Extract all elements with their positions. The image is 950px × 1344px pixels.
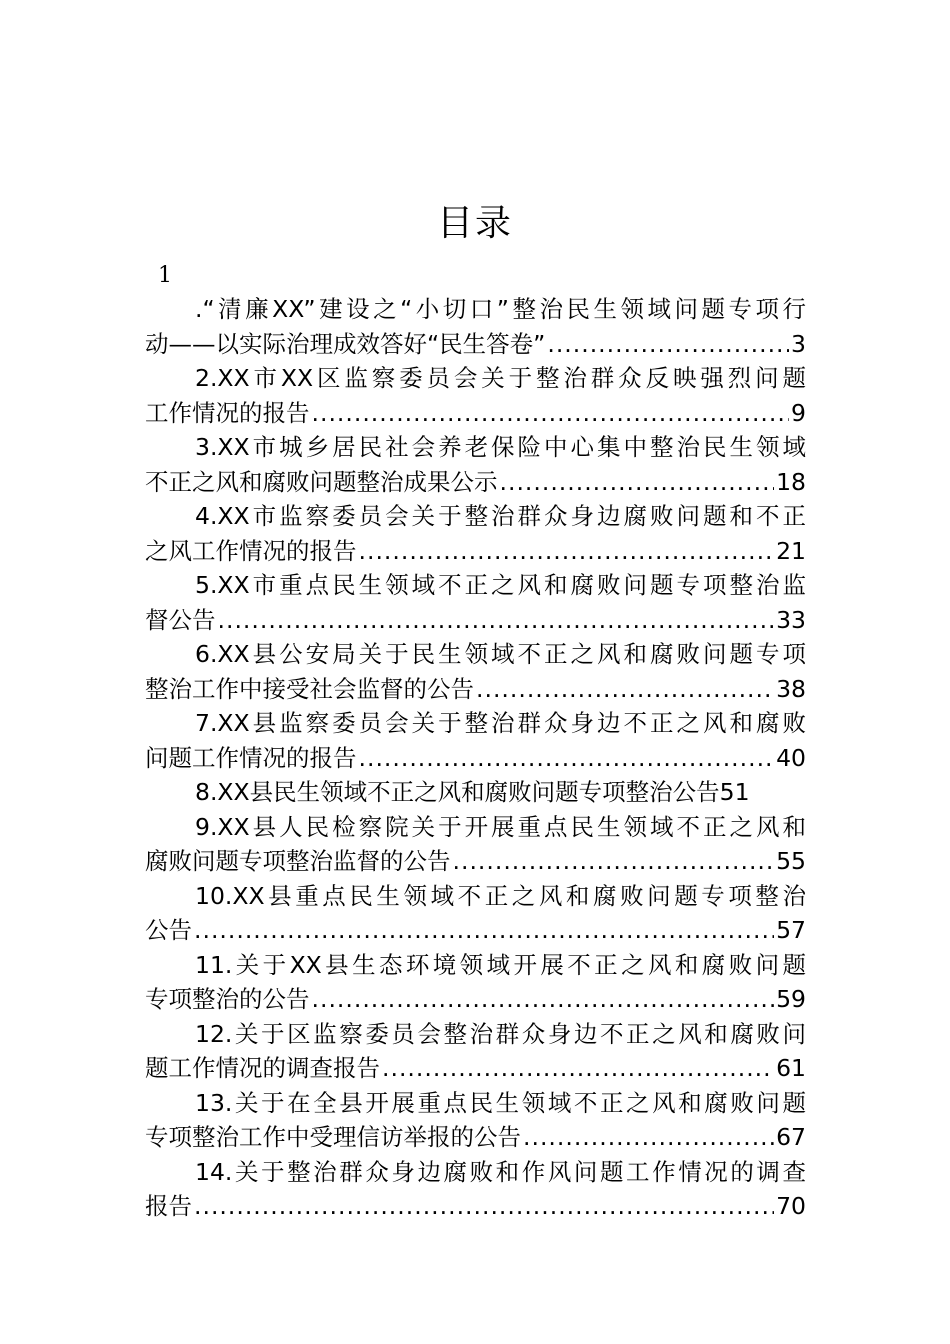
- toc-page-number: 70: [776, 1192, 806, 1220]
- toc-entry-line1: 9.XX县人民检察院关于开展重点民生领域不正之风和: [195, 812, 806, 841]
- toc-entry-single-line: 8.XX县民生领域不正之风和腐败问题专项整治公告51: [195, 778, 750, 806]
- leader-dots: [547, 327, 789, 362]
- toc-page-number: 18: [776, 467, 806, 496]
- toc-entry-line1: 2.XX市XX区监察委员会关于整治群众反映强烈问题: [195, 364, 806, 392]
- toc-entry-line2: 督公告: [145, 605, 216, 634]
- toc-entry-line2: 专项整治的公告: [145, 985, 310, 1013]
- stray-number: 1: [158, 263, 172, 288]
- toc-page-number: 21: [776, 536, 806, 565]
- toc-entry-10[interactable]: [145, 879, 806, 948]
- leader-dots: [218, 603, 775, 638]
- toc-entry-line1: 14.关于整治群众身边腐败和作风问题工作情况的调查: [195, 1157, 806, 1186]
- toc-entry-line2: 专项整治工作中受理信访举报的公告: [145, 1123, 521, 1151]
- toc-entry-5[interactable]: [145, 568, 806, 637]
- toc-entry-9[interactable]: [145, 810, 806, 879]
- toc-page-number: 57: [776, 916, 806, 944]
- toc-entry-line2: 问题工作情况的报告: [145, 743, 357, 772]
- leader-dots: [359, 741, 775, 776]
- toc-entry-8[interactable]: [145, 775, 806, 810]
- toc-entry-line2: 题工作情况的调查报告: [145, 1054, 380, 1082]
- toc-entry-7[interactable]: [145, 706, 806, 775]
- leader-dots: [500, 465, 775, 500]
- toc-page-number: 67: [776, 1123, 806, 1151]
- toc-entry-line2: 报告: [145, 1192, 192, 1220]
- toc-entry-11[interactable]: [145, 948, 806, 1017]
- toc-entry-3[interactable]: [145, 430, 806, 499]
- toc-title: 目录: [436, 203, 513, 244]
- toc-entry-line2: 动——以实际治理成效答好“民生答卷”: [145, 329, 546, 358]
- toc-entry-line1: 11.关于XX县生态环境领域开展不正之风和腐败问题: [195, 950, 806, 979]
- toc-entry-line2: 腐败问题专项整治监督的公告: [145, 847, 451, 875]
- toc-page-number: 59: [776, 985, 806, 1013]
- leader-dots: [476, 672, 774, 707]
- toc-entry-line2: 工作情况的报告: [145, 398, 310, 427]
- toc-entry-line2: 整治工作中接受社会监督的公告: [145, 674, 474, 703]
- toc-entry-line1: 3.XX市城乡居民社会养老保险中心集中整治民生领域: [195, 433, 806, 461]
- toc-entry-line1: 6.XX县公安局关于民生领域不正之风和腐败问题专项: [195, 640, 806, 668]
- toc-page-number: 33: [776, 605, 806, 634]
- toc-page-number: 38: [776, 674, 806, 703]
- toc-entry-13[interactable]: [145, 1086, 806, 1155]
- toc-list: [145, 292, 806, 1224]
- toc-entry-4[interactable]: [145, 499, 806, 568]
- toc-entry-line2: 之风工作情况的报告: [145, 536, 357, 565]
- toc-entry-12[interactable]: [145, 1017, 806, 1086]
- toc-entry-14[interactable]: [145, 1155, 806, 1224]
- leader-dots: [382, 1051, 774, 1086]
- toc-page-number: 9: [791, 398, 806, 427]
- toc-entry-line2: 公告: [145, 916, 192, 944]
- toc-page-number: 40: [776, 743, 806, 772]
- toc-entry-line1: 4.XX市监察委员会关于整治群众身边腐败问题和不正: [195, 502, 806, 530]
- toc-page-number: 61: [776, 1054, 806, 1082]
- toc-entry-6[interactable]: [145, 637, 806, 706]
- toc-page-number: 3: [791, 329, 806, 358]
- leader-dots: [194, 913, 774, 948]
- leader-dots: [312, 396, 790, 431]
- toc-entry-2[interactable]: [145, 361, 806, 430]
- leader-dots: [453, 844, 775, 879]
- toc-entry-line1: 12.关于区监察委员会整治群众身边不正之风和腐败问: [195, 1019, 806, 1048]
- toc-entry-line1: 13.关于在全县开展重点民生领域不正之风和腐败问题: [195, 1088, 806, 1117]
- leader-dots: [359, 534, 775, 569]
- toc-entry-1[interactable]: [145, 292, 806, 361]
- toc-entry-line1: 7.XX县监察委员会关于整治群众身边不正之风和腐败: [195, 709, 806, 737]
- toc-entry-line1: .“清廉XX”建设之“小切口”整治民生领域问题专项行: [195, 295, 806, 323]
- leader-dots: [194, 1189, 774, 1224]
- leader-dots: [312, 982, 775, 1017]
- toc-entry-line1: 10.XX县重点民生领域不正之风和腐败问题专项整治: [195, 881, 806, 910]
- toc-entry-line1: 5.XX市重点民生领域不正之风和腐败问题专项整治监: [195, 571, 806, 599]
- toc-page-number: 55: [776, 847, 806, 875]
- toc-entry-line2: 不正之风和腐败问题整治成果公示: [145, 467, 498, 496]
- leader-dots: [523, 1120, 774, 1155]
